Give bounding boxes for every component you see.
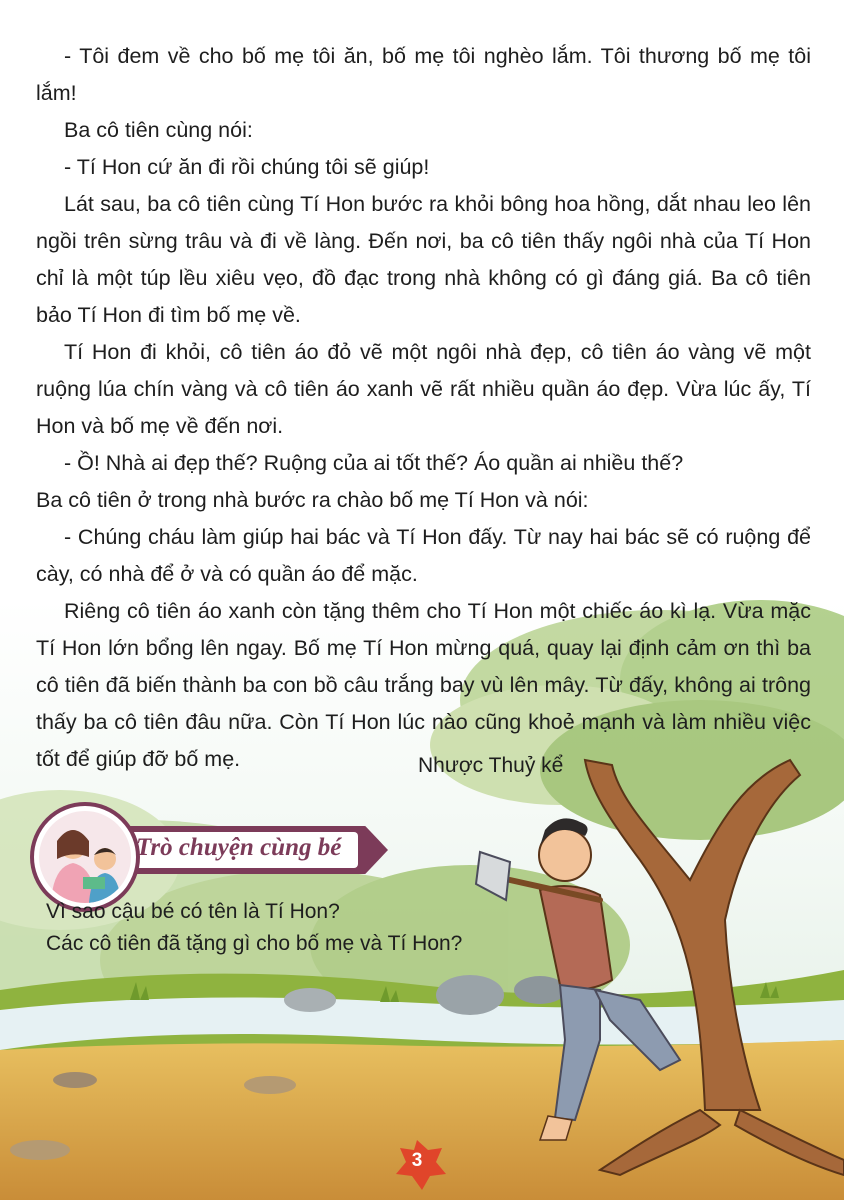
story-paragraph: Riêng cô tiên áo xanh còn tặng thêm cho Tí Hon một chiếc áo kì lạ. Vừa mặc Tí Hon lớn bổng lên ngay. Bố mẹ Tí Hon mừng quá, quay lại định cảm ơn thì ba cô tiên đã biến thành ba con bồ câu trắng bay vù lên mây. Từ đấy, không ai trông thấy ba cô tiên đâu nữa. Còn Tí Hon lúc nào cũng khoẻ mạnh và làm nhiều việc tốt để giúp đỡ bố mẹ. [36,599,811,771]
story-paragraph: Lát sau, ba cô tiên cùng Tí Hon bước ra khỏi bông hoa hồng, dắt nhau leo lên ngồi trên sừng trâu và đi về làng. Đến nơi, ba cô tiên thấy ngôi nhà của Tí Hon chỉ là một túp lều xiêu vẹo, đồ đạc trong nhà không có gì đáng giá. Ba cô tiên bảo Tí Hon đi tìm bố mẹ về. [36,192,811,327]
story-paragraph: Tí Hon đi khỏi, cô tiên áo đỏ vẽ một ngôi nhà đẹp, cô tiên áo vàng vẽ một ruộng lúa chín vàng và cô tiên áo xanh vẽ rất nhiều quần áo đẹp. Vừa lúc ấy, Tí Hon và bố mẹ về đến nơi. [36,340,811,438]
story-paragraph: Ba cô tiên ở trong nhà bước ra chào bố mẹ Tí Hon và nói: [36,488,589,512]
page-number: 3 [411,1150,423,1171]
discussion-question: Vì sao cậu bé có tên là Tí Hon? [46,900,340,923]
mother-child-avatar [34,806,136,908]
story-paragraph: - Chúng cháu làm giúp hai bác và Tí Hon đấy. Từ nay hai bác sẽ có ruộng để cày, có nhà để ở và có quần áo để mặc. [36,525,811,586]
story-paragraph: - Tí Hon cứ ăn đi rồi chúng tôi sẽ giúp! [64,155,430,179]
story-paragraph: Ba cô tiên cùng nói: [64,118,253,142]
discussion-title: Trò chuyện cùng bé [136,834,342,861]
story-author: Nhược Thuỷ kể [418,754,564,777]
story-paragraph: - Ồ! Nhà ai đẹp thế? Ruộng của ai tốt thế? Áo quần ai nhiều thế? [64,451,684,475]
story-text [36,38,811,778]
story-paragraph: - Tôi đem về cho bố mẹ tôi ăn, bố mẹ tôi nghèo lắm. Tôi thương bố mẹ tôi lắm! [36,44,811,105]
discussion-question: Các cô tiên đã tặng gì cho bố mẹ và Tí Hon? [46,932,463,955]
